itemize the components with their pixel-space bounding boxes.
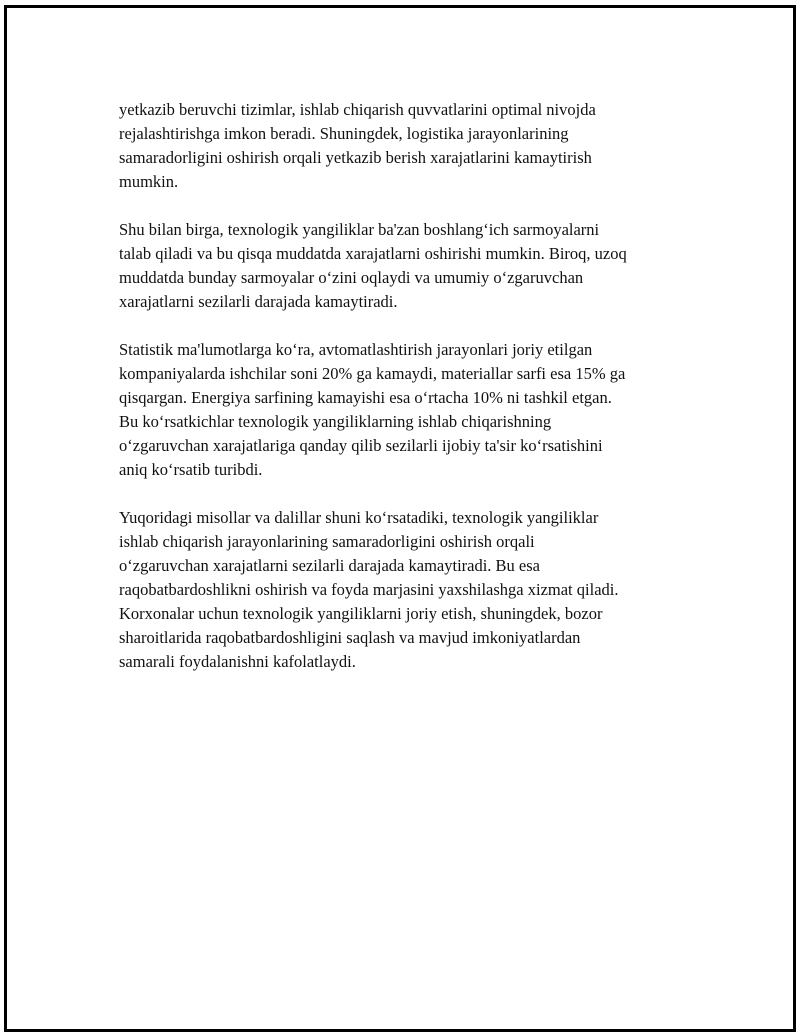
paragraph-2: Shu bilan birga, texnologik yangiliklar ba'zan boshlang‘ich sarmoyalarni talab qiladi va bu qisqa muddatda xarajatlarni oshirishi mumkin. Biroq, uzoq muddatda bunday sarmoyalar o‘zini oqlaydi va umumiy o‘zgaruvchan xarajatlarni sezilarli darajada kamaytiradi. xyxy=(119,220,627,311)
paragraph-1: yetkazib beruvchi tizimlar, ishlab chiqarish quvvatlarini optimal nivojda rejalashtirishga imkon beradi. Shuningdek, logistika jarayonlarining samaradorligini oshirish orqali yetkazib berish xarajatlarini kamaytirish mumkin. xyxy=(119,100,596,191)
document-body xyxy=(119,98,694,698)
paragraph-3: Statistik ma'lumotlarga ko‘ra, avtomatlashtirish jarayonlari joriy etilgan kompaniyalarda ishchilar soni 20% ga kamaydi, materiallar sarfi esa 15% ga qisqargan. Energiya sarfining kamayishi esa o‘rtacha 10% ni tashkil etgan. Bu ko‘rsatkichlar texnologik yangiliklarning ishlab chiqarishning o‘zgaruvchan xarajatlariga qanday qilib sezilarli ijobiy ta'sir ko‘rsatishini aniq ko‘rsatib turibdi. xyxy=(119,340,626,479)
paragraph-4: Yuqoridagi misollar va dalillar shuni ko‘rsatadiki, texnologik yangiliklar ishlab chiqarish jarayonlarining samaradorligini oshirish orqali o‘zgaruvchan xarajatlarni sezilarli darajada kamaytiradi. Bu esa raqobatbardoshlikni oshirish va foyda marjasini yaxshilashga xizmat qiladi. Korxonalar uchun texnologik yangiliklarni joriy etish, shuningdek, bozor sharoitlarida raqobatbardoshligini saqlash va mavjud imkoniyatlardan samarali foydalanishni kafolatlaydi. xyxy=(119,508,619,671)
document-page xyxy=(4,5,796,1032)
